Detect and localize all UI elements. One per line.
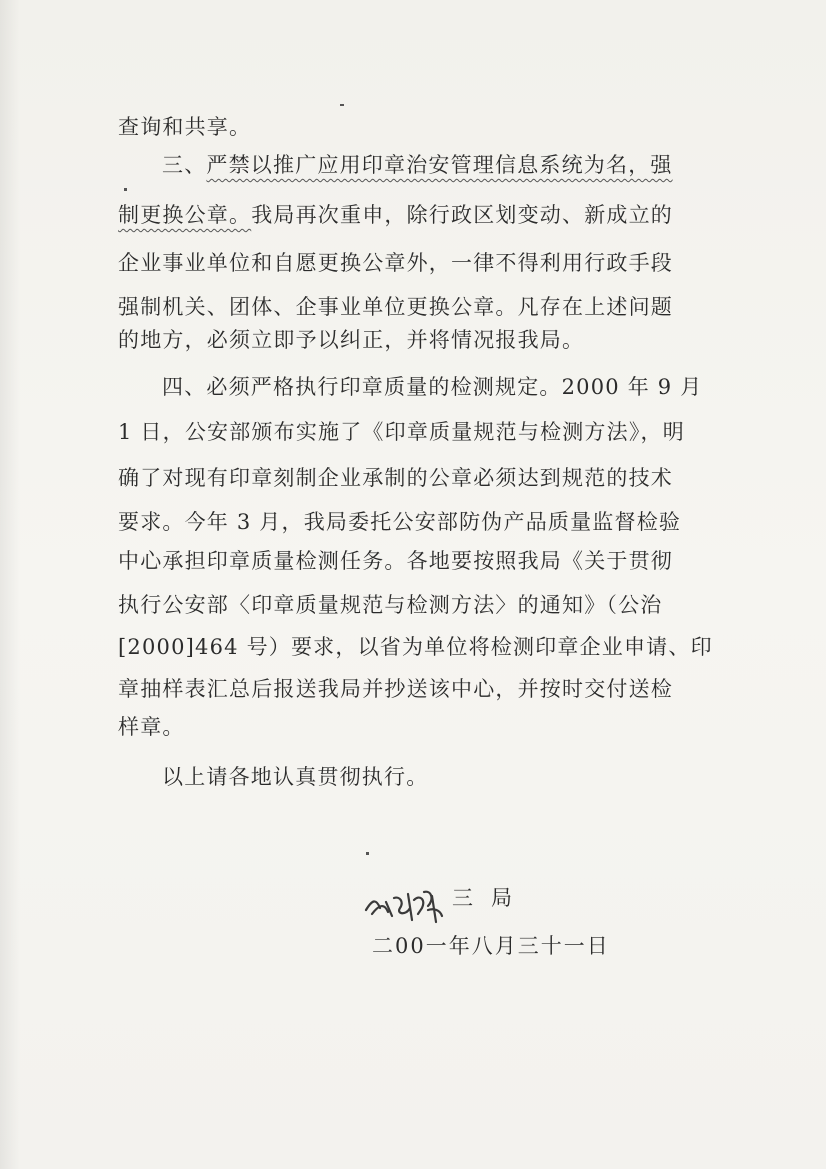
text-line-10: 要求。今年 3 月，我局委托公安部防伪产品质量监督检验 [118, 510, 682, 534]
text-line-5: 强制机关、团体、企事业单位更换公章。凡存在上述问题 [118, 295, 673, 319]
text-line-15: 样章。 [118, 715, 185, 739]
scan-speck [366, 852, 369, 855]
text-line-16: 以上请各地认真贯彻执行。 [162, 765, 429, 789]
underlined-phrase-2: 制更换公章。 [118, 203, 252, 227]
text-line-3: 制更换公章。我局再次重申，除行政区划变动、新成立的 [118, 203, 674, 227]
issue-date: 二00一年八月三十一日 [372, 934, 610, 958]
scan-edge-shadow [0, 0, 20, 1169]
text-line-14: 章抽样表汇总后报送我局并抄送该中心，并按时交付送检 [118, 677, 673, 701]
scan-speck [124, 188, 127, 191]
text-line-12: 执行公安部〈印章质量规范与检测方法〉的通知》（公治 [118, 593, 663, 617]
text-line-11: 中心承担印章质量检测任务。各地要按照我局《关于贯彻 [118, 549, 673, 573]
text-line-8: 1 日，公安部颁布实施了《印章质量规范与检测方法》，明 [118, 420, 685, 444]
text-line-7: 四、必须严格执行印章质量的检测规定。2000 年 9 月 [162, 375, 703, 399]
text-line-9: 确了对现有印章刻制企业承制的公章必须达到规范的技术 [118, 466, 673, 490]
issuing-department: 三局 [452, 886, 530, 910]
text-line-4: 企业事业单位和自愿更换公章外，一律不得利用行政手段 [118, 251, 673, 275]
text-line-13: [2000]464 号）要求，以省为单位将检测印章企业申请、印 [118, 635, 713, 659]
text-line-6: 的地方，必须立即予以纠正，并将情况报我局。 [118, 328, 585, 352]
text-line-2: 三、严禁以推广应用印章治安管理信息系统为名，强 [162, 153, 673, 177]
text-line-1: 查询和共享。 [118, 115, 252, 139]
underlined-phrase-1: 严禁以推广应用印章治安管理信息系统为名，强 [206, 153, 673, 177]
scan-speck [340, 104, 344, 106]
